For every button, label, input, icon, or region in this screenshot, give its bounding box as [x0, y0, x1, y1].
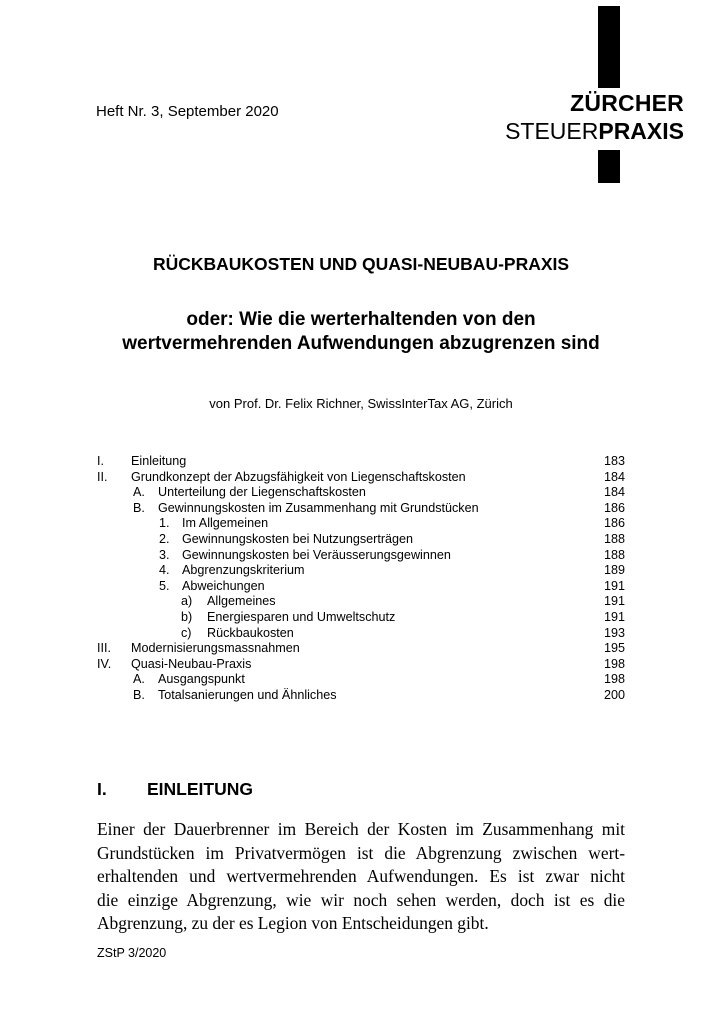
toc-entry-title: Allgemeines — [207, 594, 276, 609]
toc-entry-title: Gewinnungskosten bei Veräusserungsgewinnen — [182, 547, 451, 562]
logo-line-1: ZÜRCHER — [570, 90, 684, 116]
toc-entry — [97, 626, 625, 642]
toc-entry-page: 183 — [603, 454, 625, 468]
logo-bar-bottom — [598, 150, 620, 183]
toc-entry-title: Totalsanierungen und Ähnliches — [158, 687, 337, 702]
toc-entry-number: A. — [133, 672, 145, 687]
toc-entry-title: Ausgangspunkt — [158, 672, 245, 687]
toc-entry-number: b) — [181, 609, 193, 624]
toc-entry-title: Energiesparen und Umweltschutz — [207, 609, 396, 624]
toc-entry-number: 2. — [159, 531, 170, 546]
toc-entry — [97, 454, 625, 470]
toc-entry — [97, 579, 625, 595]
body-line: Einer der Dauerbrenner im Bereich der Kosten im Zusammenhang mit — [97, 819, 625, 839]
toc-entry-number: II. — [97, 469, 108, 484]
toc-entry — [97, 563, 625, 579]
toc-entry-page: 191 — [603, 609, 625, 624]
toc-entry — [97, 485, 625, 501]
toc-entry-page: 191 — [603, 578, 625, 593]
body-line: die einzige Abgrenzung, wie wir noch sehen werden, doch ist es die — [97, 889, 625, 910]
toc-entry-title: Modernisierungsmassnahmen — [131, 641, 300, 656]
toc-entry — [97, 657, 625, 673]
toc-entry-page: 193 — [603, 625, 625, 640]
toc-entry-page: 186 — [603, 500, 625, 515]
subtitle-line-2: wertvermehrenden Aufwendungen abzugrenzen sind — [122, 333, 600, 354]
toc-entry-number: 1. — [159, 516, 170, 531]
toc-entry — [97, 516, 625, 532]
body-line: Grundstücken im Privatvermögen ist die Abgrenzung zwischen wert- — [97, 842, 625, 863]
toc-entry-number: a) — [181, 594, 193, 609]
toc-entry-page: 200 — [603, 687, 625, 702]
body-paragraph — [97, 818, 625, 936]
toc-entry-number: III. — [97, 641, 111, 656]
toc-entry-page: 184 — [603, 485, 625, 500]
toc-entry-number: B. — [133, 500, 145, 515]
toc-entry-page: 189 — [603, 563, 625, 578]
toc-entry-page: 191 — [603, 594, 625, 609]
toc-entry-page: 184 — [603, 469, 625, 484]
author-line: von Prof. Dr. Felix Richner, SwissInterTax AG, Zürich — [209, 396, 513, 411]
body-line: erhaltenden und wertvermehrenden Aufwendungen. Es ist zwar nicht — [97, 866, 625, 886]
toc-entry-title: Abweichungen — [182, 578, 265, 593]
toc-entry-title: Einleitung — [131, 454, 187, 468]
toc-entry-number: A. — [133, 485, 145, 500]
toc-entry — [97, 688, 625, 704]
logo-line-2-bold: PRAXIS — [598, 118, 684, 144]
toc-entry-title: Quasi-Neubau-Praxis — [131, 656, 252, 671]
toc-entry-title: Grundkonzept der Abzugsfähigkeit von Liegenschaftskosten — [131, 469, 466, 484]
toc-entry-page: 188 — [603, 547, 625, 562]
section-number: I. — [97, 779, 107, 799]
toc-entry-number: 5. — [159, 578, 170, 593]
toc-entry-title: Abgrenzungskriterium — [182, 563, 305, 578]
toc-entry — [97, 641, 625, 657]
toc-entry-number: 4. — [159, 563, 170, 578]
toc-entry — [97, 470, 625, 486]
toc-entry — [97, 610, 625, 626]
footer-label: ZStP 3/2020 — [97, 946, 167, 960]
subtitle-line-1: oder: Wie die werterhaltenden von den — [186, 309, 536, 330]
toc-entry-page: 195 — [603, 641, 625, 656]
body-line: Abgrenzung, zu der es Legion von Entscheidungen gibt. — [97, 913, 489, 933]
toc-entry-number: IV. — [97, 656, 112, 671]
logo-bar-top — [598, 6, 620, 88]
article-subtitle — [0, 308, 722, 356]
toc-entry-page: 186 — [603, 516, 625, 531]
toc-entry — [97, 594, 625, 610]
toc-entry-number: I. — [97, 454, 104, 468]
toc-entry-number: B. — [133, 687, 145, 702]
logo-line-2-regular: STEUER — [505, 118, 599, 144]
logo-line-2 — [505, 118, 684, 145]
issue-label: Heft Nr. 3, September 2020 — [96, 103, 279, 120]
toc-entry-title: Unterteilung der Liegenschaftskosten — [158, 485, 366, 500]
section-heading: EINLEITUNG — [147, 779, 253, 799]
toc-entry-number: 3. — [159, 547, 170, 562]
toc-entry-page: 188 — [603, 531, 625, 546]
toc-entry-title: Rückbaukosten — [207, 625, 294, 640]
toc-entry-page: 198 — [603, 672, 625, 687]
toc-entry-page: 198 — [603, 656, 625, 671]
toc-entry-title: Gewinnungskosten bei Nutzungserträgen — [182, 531, 414, 546]
toc-entry-title: Im Allgemeinen — [182, 516, 269, 531]
toc-entry-number: c) — [181, 625, 192, 640]
table-of-contents — [97, 454, 625, 704]
toc-entry-title: Gewinnungskosten im Zusammenhang mit Grundstücken — [158, 500, 479, 515]
toc-entry — [97, 548, 625, 564]
article-title: RÜCKBAUKOSTEN UND QUASI-NEUBAU-PRAXIS — [152, 254, 570, 274]
toc-entry — [97, 501, 625, 517]
toc-entry — [97, 532, 625, 548]
toc-entry — [97, 672, 625, 688]
